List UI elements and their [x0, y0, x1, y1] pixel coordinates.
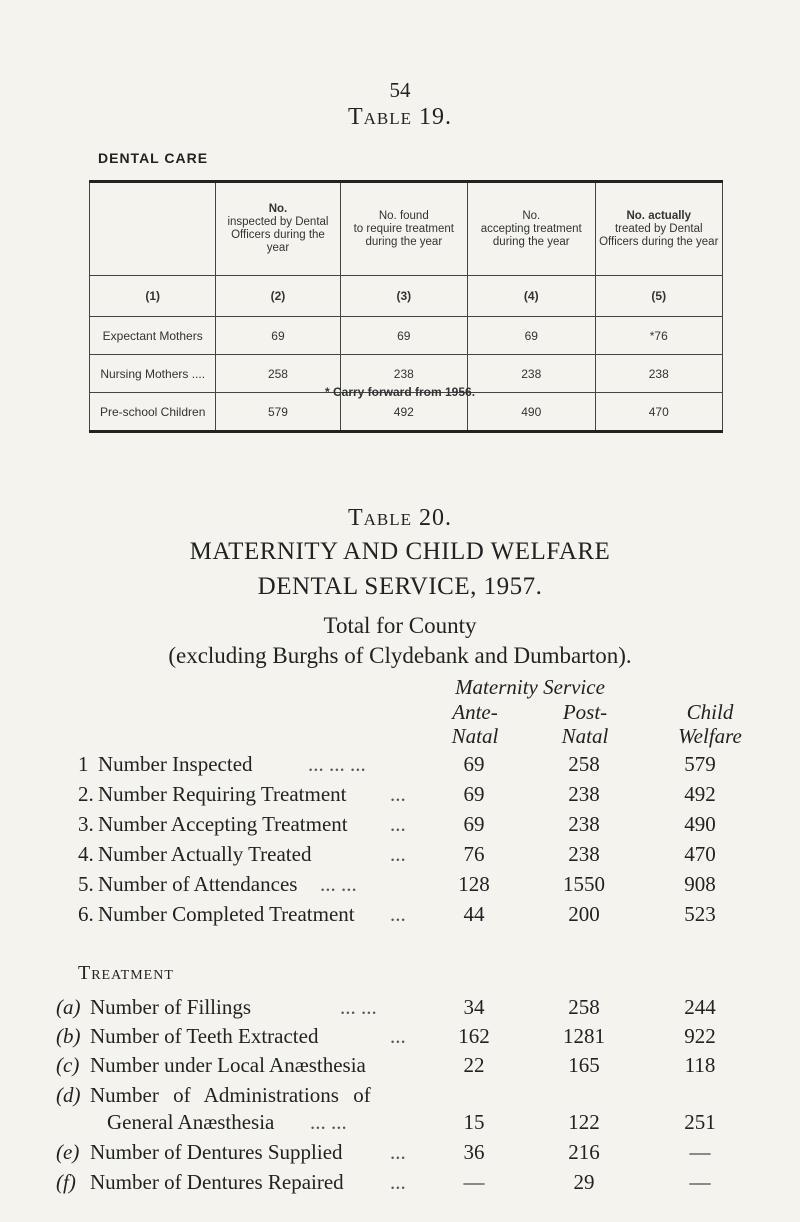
- item-leader: ... ... ...: [308, 752, 366, 776]
- post-natal-value: 238: [568, 842, 600, 866]
- item-leader: ...: [390, 1140, 406, 1164]
- list-item: [0, 872, 800, 900]
- col-child-welfare-l1: Child: [686, 700, 734, 724]
- post-natal-value: 1550: [563, 872, 605, 896]
- item-label: Number Inspected: [98, 752, 253, 776]
- list-item: [0, 1140, 800, 1168]
- treatment-heading: Treatment: [78, 962, 174, 984]
- table-cell: 238: [340, 355, 467, 393]
- child-welfare-value: 118: [684, 1053, 716, 1077]
- item-label: Number Accepting Treatment: [98, 812, 348, 836]
- header-cell-2: No. inspected by Dental Officers during the year: [216, 182, 340, 276]
- treatment-label: Number under Local Anæsthesia: [90, 1053, 366, 1077]
- ante-natal-value: 128: [458, 872, 490, 896]
- table-cell: 258: [216, 355, 340, 393]
- col-number: (4): [468, 276, 595, 317]
- table20-heading-2: DENTAL SERVICE, 1957.: [257, 573, 543, 600]
- col-number: (3): [340, 276, 467, 317]
- list-item: [0, 812, 800, 840]
- item-leader: ... ...: [310, 1110, 347, 1134]
- header-cell-3: No. found to require treatment during the year: [340, 182, 467, 276]
- col-number: (1): [90, 276, 216, 317]
- col-child-welfare-l2: Welfare: [678, 724, 742, 748]
- table-cell: 69: [340, 317, 467, 355]
- list-item: [0, 782, 800, 810]
- col-ante-natal-l1: Ante-: [452, 700, 498, 724]
- item-number: 3.: [78, 812, 94, 836]
- item-number: 2.: [78, 782, 94, 806]
- table20-heading-3: Total for County: [323, 613, 477, 638]
- item-leader: ... ...: [340, 995, 377, 1019]
- post-natal-value: 29: [573, 1170, 595, 1194]
- item-label: Number Requiring Treatment: [98, 782, 347, 806]
- table19-title: Table 19.: [347, 104, 453, 130]
- item-leader: ...: [390, 782, 406, 806]
- list-item: [0, 1024, 800, 1052]
- post-natal-value: 216: [568, 1140, 600, 1164]
- table-cell: *76: [595, 317, 723, 355]
- ante-natal-value: —: [463, 1170, 485, 1194]
- list-item-continued: [0, 1110, 800, 1138]
- table20-title: Table 20.: [347, 505, 453, 531]
- item-leader: ...: [390, 902, 406, 926]
- ante-natal-value: 22: [463, 1053, 485, 1077]
- column-number-row: [90, 276, 723, 317]
- treatment-letter: (f): [56, 1170, 76, 1194]
- ante-natal-value: 34: [463, 995, 485, 1019]
- maternity-service-header: Maternity Service: [455, 675, 605, 699]
- post-natal-value: 165: [568, 1053, 600, 1077]
- table-row: [90, 317, 723, 355]
- child-welfare-value: 523: [684, 902, 716, 926]
- treatment-label: Number of Teeth Extracted: [90, 1024, 319, 1048]
- ante-natal-value: 76: [463, 842, 485, 866]
- table20-heading-4: (excluding Burghs of Clydebank and Dumbarton).: [168, 643, 632, 668]
- item-label: Number Actually Treated: [98, 842, 312, 866]
- ante-natal-value: 69: [463, 812, 485, 836]
- table-cell: 579: [216, 393, 340, 432]
- col-ante-natal-l2: Natal: [451, 724, 499, 748]
- list-item: [0, 752, 800, 780]
- item-number: 6.: [78, 902, 94, 926]
- row-label: Pre-school Children: [90, 393, 216, 432]
- table19-subtitle: DENTAL CARE: [98, 150, 209, 166]
- table19-footnote: * Carry forward from 1956.: [324, 385, 476, 399]
- col-post-natal-l1: Post-: [562, 700, 608, 724]
- child-welfare-value: 490: [684, 812, 716, 836]
- item-leader: ...: [390, 842, 406, 866]
- list-item: [0, 1083, 800, 1111]
- child-welfare-value: —: [689, 1140, 711, 1164]
- table-cell: 238: [595, 355, 723, 393]
- treatment-label: Number of Dentures Supplied: [90, 1140, 343, 1164]
- treatment-label: Number of Fillings: [90, 995, 251, 1019]
- col-post-natal-l2: Natal: [561, 724, 609, 748]
- table-cell: 69: [216, 317, 340, 355]
- post-natal-value: 258: [568, 752, 600, 776]
- child-welfare-value: —: [689, 1170, 711, 1194]
- list-item: [0, 842, 800, 870]
- item-label: Number of Attendances: [98, 872, 298, 896]
- child-welfare-value: 244: [684, 995, 716, 1019]
- ante-natal-value: 44: [463, 902, 485, 926]
- ante-natal-value: 15: [463, 1110, 485, 1134]
- treatment-label-continued: General Anæsthesia: [107, 1110, 275, 1134]
- child-welfare-value: 470: [684, 842, 716, 866]
- treatment-letter: (c): [56, 1053, 80, 1077]
- table20-heading-1: MATERNITY AND CHILD WELFARE: [189, 538, 611, 565]
- child-welfare-value: 922: [684, 1024, 716, 1048]
- list-item: [0, 902, 800, 930]
- ante-natal-value: 36: [463, 1140, 485, 1164]
- row-label: Expectant Mothers: [90, 317, 216, 355]
- table-cell: 69: [468, 317, 595, 355]
- item-leader: ...: [390, 1024, 406, 1048]
- treatment-letter: (b): [56, 1024, 81, 1048]
- header-cell-1: [90, 182, 216, 276]
- item-leader: ...: [390, 1170, 406, 1194]
- list-item: [0, 1053, 800, 1081]
- header-cell-5: No. actually treated by Dental Officers during the year: [595, 182, 723, 276]
- item-leader: ...: [390, 812, 406, 836]
- treatment-letter: (d): [56, 1083, 81, 1107]
- page-number: 54: [389, 78, 411, 102]
- item-number: 5.: [78, 872, 94, 896]
- list-item: [0, 995, 800, 1023]
- item-number: 1: [78, 752, 89, 776]
- ante-natal-value: 162: [458, 1024, 490, 1048]
- post-natal-value: 122: [568, 1110, 600, 1134]
- child-welfare-value: 492: [684, 782, 716, 806]
- table-cell: 492: [340, 393, 467, 432]
- item-number: 4.: [78, 842, 94, 866]
- table-cell: 470: [595, 393, 723, 432]
- post-natal-value: 1281: [563, 1024, 605, 1048]
- row-label: Nursing Mothers ....: [90, 355, 216, 393]
- table-cell: 238: [468, 355, 595, 393]
- post-natal-value: 258: [568, 995, 600, 1019]
- child-welfare-value: 579: [684, 752, 716, 776]
- header-cell-4: No. accepting treatment during the year: [468, 182, 595, 276]
- child-welfare-value: 908: [684, 872, 716, 896]
- ante-natal-value: 69: [463, 752, 485, 776]
- post-natal-value: 238: [568, 812, 600, 836]
- treatment-label: Number of Dentures Repaired: [90, 1170, 344, 1194]
- col-number: (5): [595, 276, 723, 317]
- table19-header-row: [90, 182, 723, 276]
- post-natal-value: 200: [568, 902, 600, 926]
- table-cell: 490: [468, 393, 595, 432]
- treatment-letter: (e): [56, 1140, 80, 1164]
- treatment-label: Number of Administrations of: [90, 1083, 371, 1107]
- child-welfare-value: 251: [684, 1110, 716, 1134]
- item-label: Number Completed Treatment: [98, 902, 355, 926]
- item-leader: ... ...: [320, 872, 357, 896]
- col-number: (2): [216, 276, 340, 317]
- ante-natal-value: 69: [463, 782, 485, 806]
- list-item: [0, 1170, 800, 1198]
- treatment-letter: (a): [56, 995, 81, 1019]
- post-natal-value: 238: [568, 782, 600, 806]
